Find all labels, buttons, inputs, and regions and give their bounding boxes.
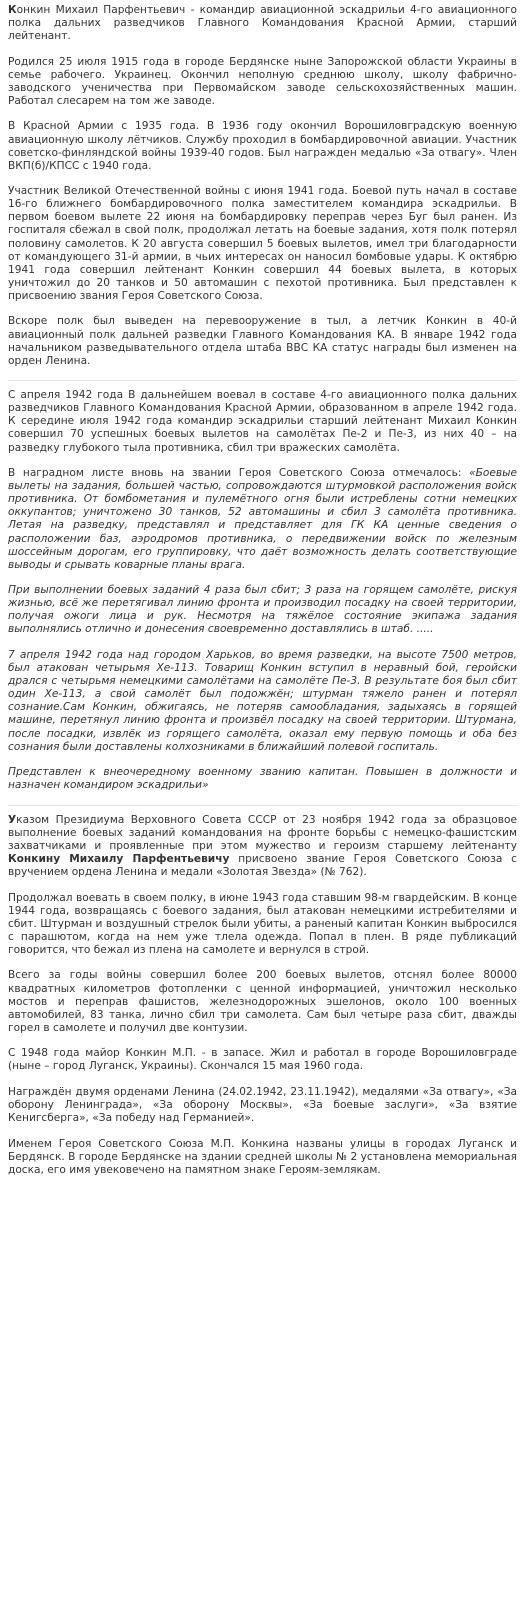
kharkov-battle-quote: 7 апреля 1942 года над городом Харьков, во время разведки, на высоте 7500 метров, был атакован четырьмя Хе-113. Товарищ Конкин вступил в неравный бой, геройски дрался с четырьмя немецкими самолётами на самолёте Пе-3. В результате боя был сбит один Хе-113, а свой самолёт был подожжён; штурман тяжело ранен и потерял сознание.Сам Конкин, обжигаясь, не потеряв самообладания, задыхаясь в горящей машине, перетянул линию фронта и произвёл посадку на своей территории. Штурмана, после посадки, извлёк из горящего самолёта, оказал ему первую помощь и оба без сознания были доставлены колхозниками в ближайший полевой госпиталь. bbox=[8, 648, 517, 753]
intro-paragraph bbox=[8, 4, 517, 43]
awards-paragraph: Награждён двумя орденами Ленина (24.02.1942, 23.11.1942), медалями «За отвагу», «За оборону Ленинграда», «За оборону Москвы», «За боевые заслуги», «За взятие Кенигсберга», «За победу над Германией». bbox=[8, 1085, 517, 1125]
hero-decree-paragraph bbox=[8, 814, 517, 879]
prewar-service-paragraph: В Красной Армии с 1935 года. В 1936 году окончил Ворошиловградскую военную авиационную школу лётчиков. Службу проходил в бомбардировочной авиации. Участник советско-финляндской войны 1939-40 годов. Был награжден медалью «За отвагу». Член ВКП(б)/КПСС с 1940 года. bbox=[8, 120, 517, 172]
drop-letter: У bbox=[8, 813, 17, 826]
promotion-quote: Представлен к внеочередному военному званию капитан. Повышен в должности и назначен командиром эскадрильи» bbox=[8, 766, 517, 792]
recon-regiment-paragraph: С апреля 1942 года В дальнейшем воевал в составе 4-го авиационного полка дальних разведчиков Главного Командования Красной Армии, образованном в апреле 1942 года. К середине июля 1942 года командир эскадрильи старший лейтенант Михаил Конкин совершил 70 успешных боевых вылетов на самолётах Пе-2 и Пе-3, из них 40 – на разведку глубокого тыла противника, сбил три вражеских самолёта. bbox=[8, 389, 517, 454]
memory-paragraph: Именем Героя Советского Союза М.П. Конкина названы улицы в городах Луганск и Бердянск. В городе Бердянске на здании средней школы № 2 установлена мемориальная доска, его имя увековечено на памятном знаке Героям-землякам. bbox=[8, 1137, 517, 1176]
award-sheet-intro: В наградном листе вновь на звании Героя Советского Союза отмечалось: bbox=[8, 467, 462, 480]
postwar-paragraph: С 1948 года майор Конкин М.П. - в запасе. Жил и работал в городе Ворошиловграде (ныне – город Луганск, Украины). Скончался 15 мая 1960 года. bbox=[8, 1047, 517, 1073]
decree-text-before: казом Президиума Верховного Совета СССР от 23 ноября 1942 года за образцовое выполнение боевых заданий командования на фронте борьбы с немецко-фашистским захватчиками и проявленные при этом мужество и героизм старшему лейтенанту bbox=[8, 813, 517, 852]
drop-letter: К bbox=[8, 4, 17, 16]
captivity-paragraph: Продолжал воевать в своем полку, в июне 1943 года ставшим 98-м гвардейским. В конце 1944 года, возвращаясь с боевого задания, был атакован немецкими истребителями и сбит. Штурман и воздушный стрелок были убиты, а раненый капитан Конкин выбросился с парашютом, когда на нем уже тлела одежда. Попал в плен. В ряде публикаций говорится, что бежал из плена на самолете и вернулся в строй. bbox=[8, 891, 517, 956]
divider bbox=[8, 805, 517, 806]
war-start-paragraph: Участник Великой Отечественной войны с июня 1941 года. Боевой путь начал в составе 16-го ближнего бомбардировочного полка заместителем командира эскадрильи. В первом боевом вылете 22 июня на бомбардировку переправ через Буг был ранен. Из госпиталя сбежал в свой полк, продолжал летать на боевые задания, хотя полк потерял половину самолетов. К 20 августа совершил 5 боевых вылетов, имел три благодарности от командующего 31-й армии, в чьих интересах он наносил бомбовые удары. К октябрю 1941 года совершил лейтенант Конкин совершил 44 боевых вылета, в которых уничтожил до 20 танков и 50 автомашин с пехотой противника. Был представлен к присвоению звания Героя Советского Союза. bbox=[8, 185, 517, 302]
war-summary-paragraph: Всего за годы войны совершил более 200 боевых вылетов, отснял более 80000 квадратных километров фотопленки с ценной информацией, уничтожил несколько мостов и переправ фашистов, железнодорожных эшелонов, около 100 военных автомобилей, 83 танка, лично сбил три самолета. Сам был четыре раза сбит, дважды горел в самолете и получил две контузии. bbox=[8, 969, 517, 1034]
birth-paragraph: Родился 25 июля 1915 года в городе Бердянске ныне Запорожской области Украины в семье рабочего. Украинец. Окончил неполную среднюю школу, школу фабрично-заводского ученичества при Первомайском заводе сельскохозяйственных машин. Работал слесарем на том же заводе. bbox=[8, 55, 517, 107]
rearmament-paragraph: Вскоре полк был выведен на перевооружение в тыл, а летчик Конкин в 40-й авиационный полк дальней разведки Главного Командования КА. В январе 1942 года начальником разведывательного отдела штаба ВВС КА статус награды был изменен на орден Ленина. bbox=[8, 315, 517, 367]
award-sheet-quote: «Боевые вылеты на задания, большей частью, сопровождаются штурмовкой расположения войск противника. От бомбометания и пулемётного огня были истреблены сотни немецких оккупантов; уничтожено 30 танков, 52 автомашины и сбил 3 самолёта противника. Летая на разведку, представлял и представляет для ГК КА ценные сведения о расположении баз, аэродромов противника, о передвижении войск по железным шоссейным дорогам, его группировку, что даёт возможность делать соответствующие выводы и срывать коварные планы врага. bbox=[8, 467, 517, 571]
shot-down-quote: При выполнении боевых заданий 4 раза был сбит; 3 раза на горящем самолёте, рискуя жизнью, всё же перетягивал линию фронта и производил посадку на своей территории, получая ожоги лица и рук. Несмотря на тяжёлое состояние экипажа задания выполнялись отлично и донесения своевременно доставлялись в штаб. ..... bbox=[8, 584, 517, 636]
award-sheet-paragraph bbox=[8, 467, 517, 572]
divider bbox=[8, 380, 517, 381]
hero-name: Конкину Михаилу Парфентьевичу bbox=[8, 852, 230, 865]
decree-text-after: присвоено звание Героя Советского Союза с вручением ордена Ленина и медали «Золотая Звезда» (№ 762). bbox=[8, 852, 517, 879]
intro-text: онкин Михаил Парфентьевич - командир авиационной эскадрильи 4-го авиационного полка дальних разведчиков Главного Командования Красной Армии, старший лейтенант. bbox=[8, 4, 517, 43]
